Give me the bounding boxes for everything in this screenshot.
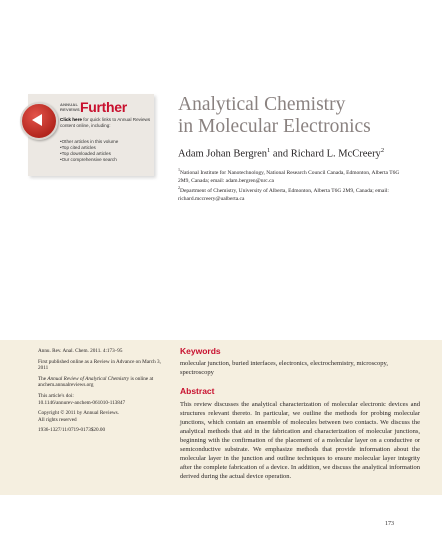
issn: 1936-1327/11/0719-0173$20.00 <box>38 427 106 434</box>
author-line: Adam Johan Bergren$^1$ and Richard L. McCreery$^2$ <box>178 147 385 160</box>
abstract-text: This review discusses the analytical characterization of molecular electronic devices and structures relevant thereto. In particular, we outline the methods for probing molecular junctions, which contain an ensemble of molecules between two contacts. We discuss the analytical methods that aid in the fabrication and characterization of molecular junctions, beginning with the confirmation of the placement of a molecular layer on a conductive or semiconductive substrate. We emphasize methods that provide information about the molecular layer in the junction and outline techniques to ensure molecular layer integrity after the complete fabrication of a device. In addition, we discuss the analytical information derived during the actual device operation. <box>180 401 420 480</box>
abstract-heading: Abstract <box>180 386 215 396</box>
list-item[interactable]: • Other articles in this volume <box>60 139 118 145</box>
keywords-text: molecular junction, buried interfaces, electronics, electrochemistry, microscopy, spectroscopy <box>180 360 388 376</box>
first-published: First published online as a Review in Advance on March 3, 2011 <box>38 358 161 372</box>
keywords-heading: Keywords <box>180 346 221 356</box>
click-here-link[interactable]: Click here <box>60 117 82 122</box>
further-description: Click here for quick links to Annual Reviews content online, including: <box>60 117 151 128</box>
list-item[interactable]: • Top cited articles <box>60 145 118 151</box>
copyright: Copyright © 2011 by Annual Reviews. All rights reserved <box>38 410 119 423</box>
citation: Annu. Rev. Anal. Chem. 2011. 4:173–95 <box>38 348 123 354</box>
arrow-left-icon[interactable] <box>20 102 58 140</box>
doi: This article's doi: 10.1146/annurev-anchem-061010-113847 <box>38 392 126 406</box>
online-note: The Annual Review of Analytical Chemistry is online at anchem.annualreviews.org <box>38 375 154 389</box>
list-item[interactable]: • Our comprehensive search <box>60 157 118 163</box>
page-number: 173 <box>385 521 394 527</box>
affiliation-2: $^2$Department of Chemistry, University of Alberta, Edmonton, Alberta T6G 2M9, Canada; email: richard.mccreery@ualberta.ca <box>178 185 389 202</box>
further-bullet-list <box>60 139 118 163</box>
further-box[interactable] <box>28 94 154 176</box>
doi-link[interactable]: 10.1146/annurev-anchem-061010-113847 <box>38 399 126 406</box>
annual-reviews-logo: ANNUAL REVIEWS <box>60 102 80 112</box>
article-title: Analytical Chemistry in Molecular Electronics <box>178 94 371 137</box>
publication-info <box>38 348 162 438</box>
affiliation-1: $^1$National Institute for Nanotechnology, National Research Council Canada, Edmonton, Alberta T6G 2M9, Canada; email: adam.bergren@nrc.ca <box>178 167 400 184</box>
list-item[interactable]: • Top downloaded articles <box>60 151 118 157</box>
further-logo: Further <box>80 99 127 115</box>
